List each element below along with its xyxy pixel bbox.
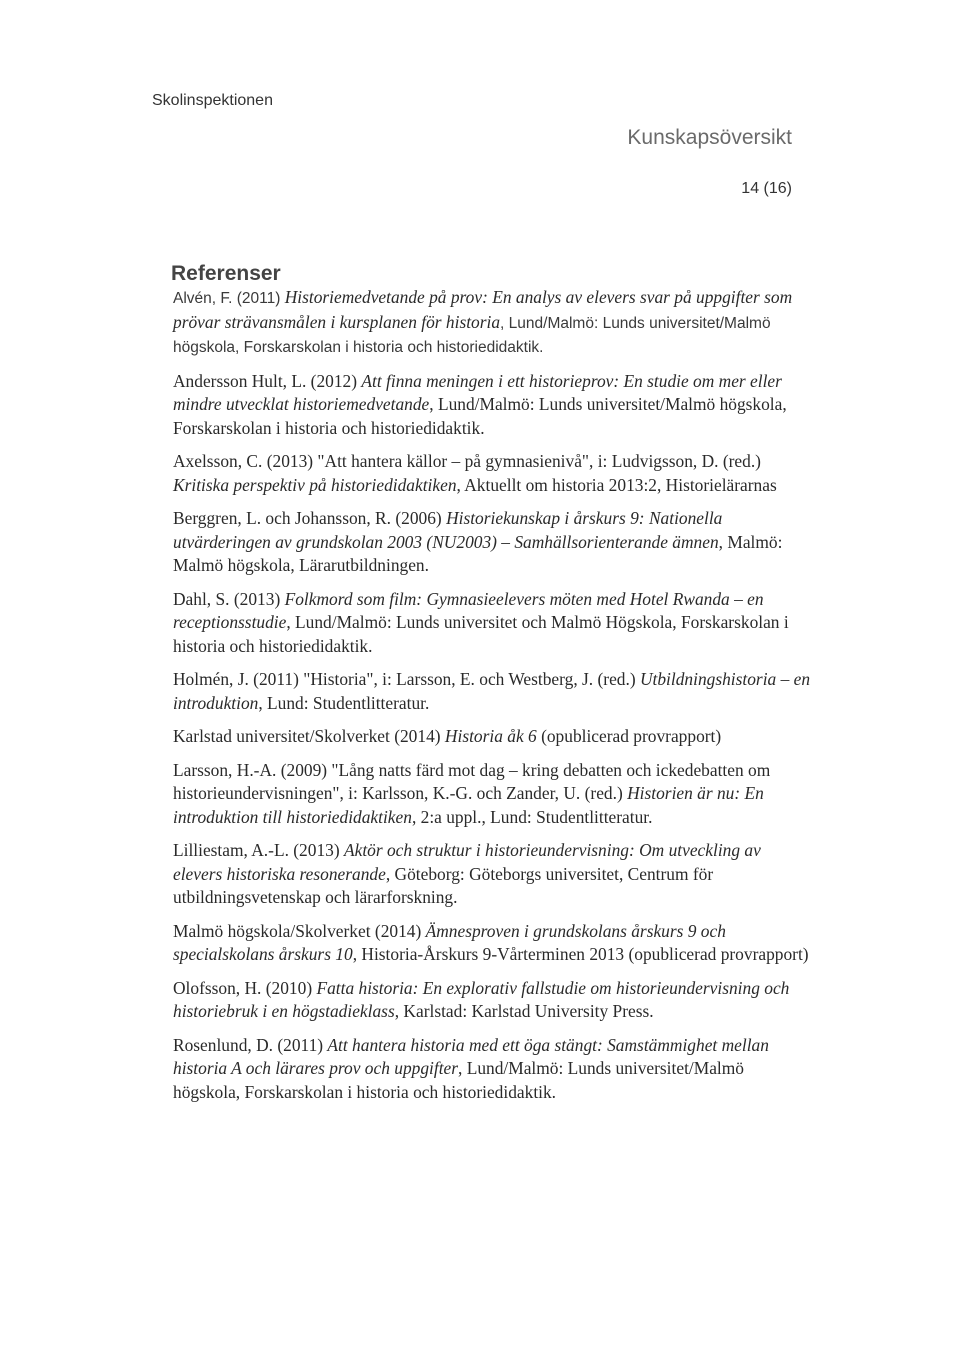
reference-publication: , Lund/Malmö: Lunds universitet/Malmö högskola, Forskarskolan i historia och historiedidaktik. — [173, 1058, 744, 1102]
reference-author: Holmén, J. (2011) "Historia", i: Larsson, E. och Westberg, J. (red.) — [173, 669, 640, 689]
reference-title: Folkmord som film: Gymnasieelevers möten med Hotel Rwanda – en receptionsstudie — [173, 588, 764, 632]
reference-publication: , Lund/Malmö: Lunds universitet/Malmö högskola, Forskarskolan i historia och historiedidaktik. — [173, 314, 771, 356]
reference-list — [173, 286, 813, 1114]
reference-entry — [173, 450, 813, 497]
reference-entry — [173, 588, 813, 659]
reference-title: Historiekunskap i årskurs 9: Nationella utvärderingen av grundskolan 2003 (NU2003) – Samhällsorienterande ämnen — [173, 508, 723, 552]
reference-publication: , Lund/Malmö: Lunds universitet/Malmö högskola, Forskarskolan i historia och historiedidaktik. — [173, 394, 787, 438]
page-number: 14 (16) — [741, 180, 792, 197]
reference-entry — [173, 977, 813, 1024]
reference-publication: , Malmö: Malmö högskola, Lärarutbildningen. — [173, 531, 783, 575]
reference-title: Aktör och struktur i historieundervisning: Om utveckling av elevers historiska resonerande — [173, 840, 761, 884]
reference-publication: , 2:a uppl., Lund: Studentlitteratur. — [411, 806, 653, 827]
section-heading: Referenser — [171, 262, 281, 285]
reference-author: Berggren, L. och Johansson, R. (2006) — [173, 508, 447, 528]
reference-title: Att hantera historia med ett öga stängt: Samstämmighet mellan historia A och lärares prov och uppgifter — [173, 1034, 769, 1078]
reference-author: Larsson, H.-A. (2009) "Lång natts färd mot dag – kring debatten och ickedebatten om historieundervisningen", i: Karlsson, K.-G. och Zander, U. (red.) — [173, 759, 771, 803]
reference-publication: , Aktuellt om historia 2013:2, Historielärarnas — [456, 474, 777, 495]
reference-author: Andersson Hult, L. (2012) — [173, 370, 362, 391]
reference-title: Fatta historia: En explorativ fallstudie om historieundervisning och historiebruk i en högstadieklass — [173, 977, 790, 1021]
reference-publication: , Lund: Studentlitteratur. — [258, 692, 430, 713]
reference-title: Historiemedvetande på prov: En analys av elevers svar på uppgifter som prövar strävansmålen i kursplanen för historia — [173, 287, 793, 332]
reference-author: Lilliestam, A.-L. (2013) — [173, 840, 344, 860]
reference-author: Axelsson, C. (2013) "Att hantera källor – på gymnasienivå", i: Ludvigsson, D. (red.) — [173, 451, 761, 471]
reference-entry — [173, 286, 813, 360]
reference-title: Utbildningshistoria – en introduktion — [173, 669, 811, 713]
reference-entry — [173, 920, 813, 967]
organization-name: Skolinspektionen — [152, 92, 273, 109]
reference-title: Att finna meningen i ett historieprov: En studie om mer eller mindre utvecklat historiemedvetande — [173, 370, 782, 414]
reference-author: Dahl, S. (2013) — [173, 588, 285, 609]
reference-title: Historia åk 6 — [444, 726, 537, 746]
reference-entry — [173, 507, 813, 578]
reference-author: Malmö högskola/Skolverket (2014) — [173, 920, 426, 941]
reference-entry — [173, 839, 813, 910]
reference-title: Ämnesproven i grundskolans årskurs 9 och specialskolans årskurs 10 — [173, 920, 726, 964]
reference-author: Alvén, F. (2011) — [173, 290, 285, 307]
reference-author: Karlstad universitet/Skolverket (2014) — [173, 726, 445, 746]
reference-entry — [173, 370, 813, 441]
reference-publication: , Historia-Årskurs 9-Vårterminen 2013 (opublicerad provrapport) — [352, 944, 809, 964]
reference-entry — [173, 668, 813, 715]
reference-entry — [173, 1034, 813, 1105]
reference-title: Kritiska perspektiv på historiedidaktiken — [173, 474, 457, 495]
reference-author: Olofsson, H. (2010) — [173, 977, 317, 998]
reference-entry — [173, 725, 813, 749]
document-type: Kunskapsöversikt — [627, 126, 792, 149]
reference-author: Rosenlund, D. (2011) — [173, 1034, 328, 1055]
reference-publication: , Göteborg: Göteborgs universitet, Centrum för utbildningsvetenskap och lärarforskning. — [173, 863, 714, 907]
reference-title: Historien är nu: En introduktion till historiedidaktiken — [173, 783, 764, 827]
reference-entry — [173, 759, 813, 830]
reference-publication: , Lund/Malmö: Lunds universitet och Malmö Högskola, Forskarskolan i historia och historiedidaktik. — [173, 612, 789, 656]
reference-publication: , Karlstad: Karlstad University Press. — [394, 1001, 654, 1021]
reference-publication: (opublicerad provrapport) — [536, 726, 722, 746]
